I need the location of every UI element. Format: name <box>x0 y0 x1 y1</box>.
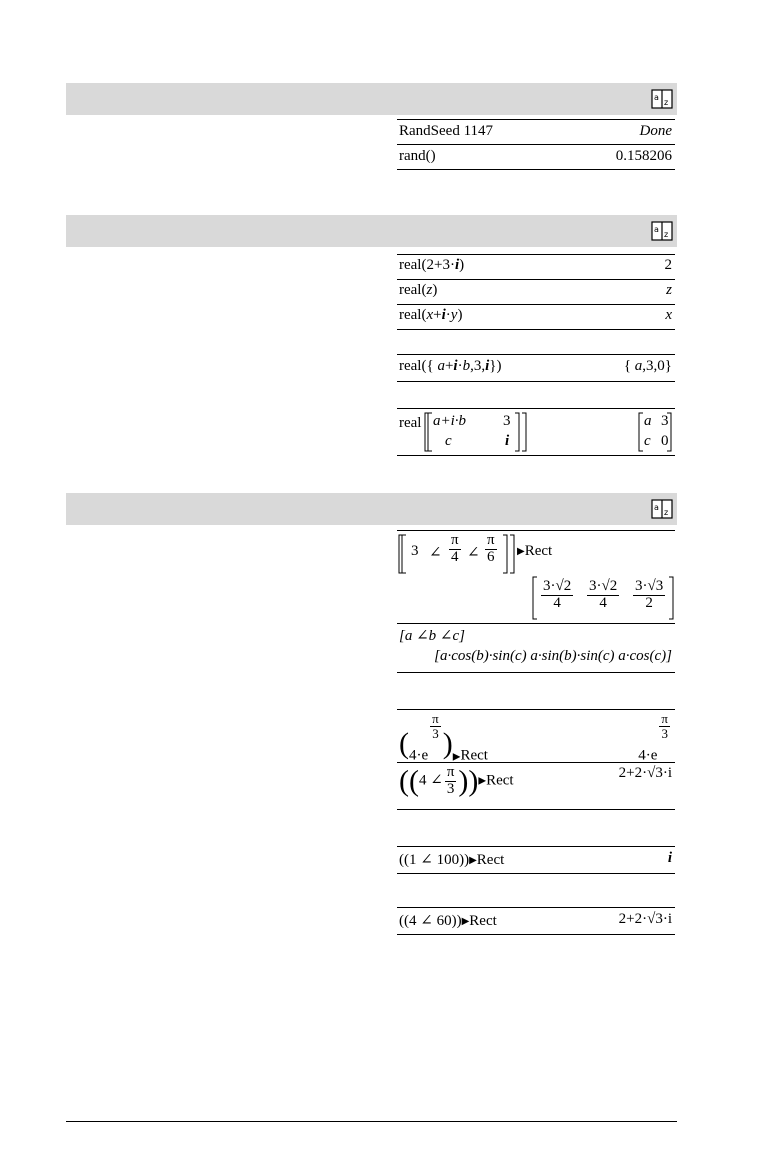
rand-result: 0.158206 <box>615 148 672 164</box>
angle-symbol: ∠ <box>467 545 480 561</box>
result: 2+2·√3·i <box>618 911 672 927</box>
fraction-num: π <box>661 711 668 726</box>
exp-base: 4·e <box>409 747 429 764</box>
fn-name: real <box>399 358 422 374</box>
real-example-list <box>397 354 675 382</box>
rect-row-1 <box>397 530 675 623</box>
result: a <box>634 358 643 374</box>
real-row-matrix <box>397 408 675 456</box>
svg-text:a: a <box>654 503 659 512</box>
vector-input: a ∠b ∠c <box>404 628 460 644</box>
dictionary-book-icon <box>651 220 673 242</box>
fraction-den: 3 <box>432 725 439 741</box>
result: 2+2·√3·i <box>618 765 672 781</box>
matrix-cell: i <box>505 433 510 449</box>
svg-text:z: z <box>664 98 669 107</box>
fn-name: real <box>399 415 422 431</box>
result: ,3,0 <box>642 358 665 374</box>
dictionary-book-icon <box>651 498 673 520</box>
matrix-cell: 0 <box>661 433 669 449</box>
section-header-rect <box>66 493 677 525</box>
result: 4·e <box>638 747 658 764</box>
fraction-num: 3·√2 <box>589 578 618 594</box>
matrix-cell: a <box>644 413 652 429</box>
rect-row-3: (4·e $\frac{\pi}{3}$ )$_▶Rect$ 4·e $\frac{\pi}{3}$ <box>397 709 675 762</box>
arg: + <box>433 307 442 323</box>
matrix-result <box>637 411 675 453</box>
randseed-example <box>397 119 675 170</box>
rect-op: Rect <box>469 913 497 929</box>
svg-text:a: a <box>654 225 659 234</box>
polar-input: 1 ∠ 100 <box>409 852 460 868</box>
fraction-num: π <box>451 532 459 548</box>
convert-arrow-icon: ▶ <box>517 546 525 557</box>
fraction-den: 4 <box>553 594 561 611</box>
rect-row-2: [a ∠b ∠c] [a·cos(b)·sin(c) a·sin(b)·sin(c) a·cos(c)] <box>397 623 675 673</box>
rect-row-5: ((1 ∠ 100))▶Rect i <box>397 846 675 874</box>
randseed-expr: RandSeed 1147 <box>399 123 494 139</box>
matrix-cell: c <box>644 433 651 449</box>
arg: + <box>444 358 454 374</box>
matrix-cell: 3 <box>503 413 511 429</box>
real-row-1: real(2+3·i) 2 <box>397 254 675 279</box>
footer-rule <box>66 1121 677 1122</box>
matrix-cell: a+i·b <box>433 413 467 429</box>
arg: 2+3· <box>426 257 455 273</box>
svg-text:a: a <box>654 93 659 102</box>
rect-example-2 <box>397 709 675 810</box>
polar-input: 4 ∠ 60 <box>409 913 452 929</box>
fn-name: real <box>399 282 422 298</box>
rect-example-1 <box>397 530 675 673</box>
arg: · <box>445 307 451 323</box>
fn-name: real <box>399 307 422 323</box>
arg: x <box>426 307 434 323</box>
rect-example-3 <box>397 846 675 874</box>
randseed-result: Done <box>639 123 672 139</box>
arg: · <box>457 358 463 374</box>
fraction-den: 3 <box>446 780 455 797</box>
matrix-cell: c <box>445 433 452 449</box>
rect-op: Rect <box>460 747 488 764</box>
arg: y <box>450 307 458 323</box>
arg: z <box>426 282 433 298</box>
fraction-num: π <box>446 764 455 780</box>
fraction-den: 4 <box>451 548 459 565</box>
fraction-num: 3·√2 <box>543 578 572 594</box>
fraction-den: 3 <box>661 725 668 741</box>
real-example-matrix <box>397 408 675 456</box>
convert-arrow-icon: ▶ <box>452 751 461 763</box>
convert-arrow-icon: ▶ <box>469 855 477 866</box>
rand-row <box>397 144 675 170</box>
svg-text:z: z <box>664 508 669 517</box>
rect-op: Rect <box>486 772 514 789</box>
fraction-num: π <box>487 532 495 548</box>
rand-expr: rand() <box>399 148 436 164</box>
result: 2 <box>664 257 672 273</box>
rect-op: Rect <box>476 852 505 868</box>
result: z <box>666 282 672 298</box>
fraction-num: π <box>432 711 439 726</box>
rect-row-6: ((4 ∠ 60))▶Rect 2+2·√3·i <box>397 907 675 935</box>
matrix-cell: 3 <box>661 413 669 429</box>
vector-magnitude: 3 <box>411 543 419 559</box>
arg: a <box>437 358 445 374</box>
result: x <box>665 307 672 323</box>
arg: ,3, <box>470 358 486 374</box>
real-example-1 <box>397 254 675 330</box>
imag-unit: i <box>453 358 458 374</box>
imag-unit: i <box>485 358 490 374</box>
angle-symbol: ∠ <box>429 545 442 561</box>
imag-unit: i <box>441 307 446 323</box>
rect-row-4: ((4 ∠ $\frac{\pi}{3}$ ))▶Rect 2+2·√3·i <box>397 762 675 810</box>
result: i <box>667 850 672 866</box>
fn-name: real <box>399 257 422 273</box>
magnitude: 4 <box>418 772 427 789</box>
real-row-2: real(z) z <box>397 279 675 304</box>
fraction-den: 2 <box>645 594 653 611</box>
fraction-num: 3·√3 <box>635 578 664 594</box>
imag-unit: i <box>454 257 460 273</box>
fraction-den: 6 <box>487 548 495 565</box>
arg: b <box>462 358 471 374</box>
convert-arrow-icon: ▶ <box>461 916 470 927</box>
real-row-list: real({ a+i·b,3,i}) { a,3,0} <box>397 354 675 382</box>
real-row-3: real(x+i·y) x <box>397 304 675 330</box>
randseed-row <box>397 119 675 144</box>
section-header-real <box>66 215 677 247</box>
convert-arrow-icon: ▶ <box>478 775 487 787</box>
section-header-randseed <box>66 83 677 115</box>
dictionary-book-icon <box>651 88 673 110</box>
rect-op: Rect <box>524 543 553 559</box>
vector-result: a·cos(b)·sin(c) a·sin(b)·sin(c) a·cos(c) <box>439 648 667 664</box>
svg-text:z: z <box>664 230 669 239</box>
fraction-den: 4 <box>599 594 607 611</box>
rect-example-4 <box>397 907 675 935</box>
